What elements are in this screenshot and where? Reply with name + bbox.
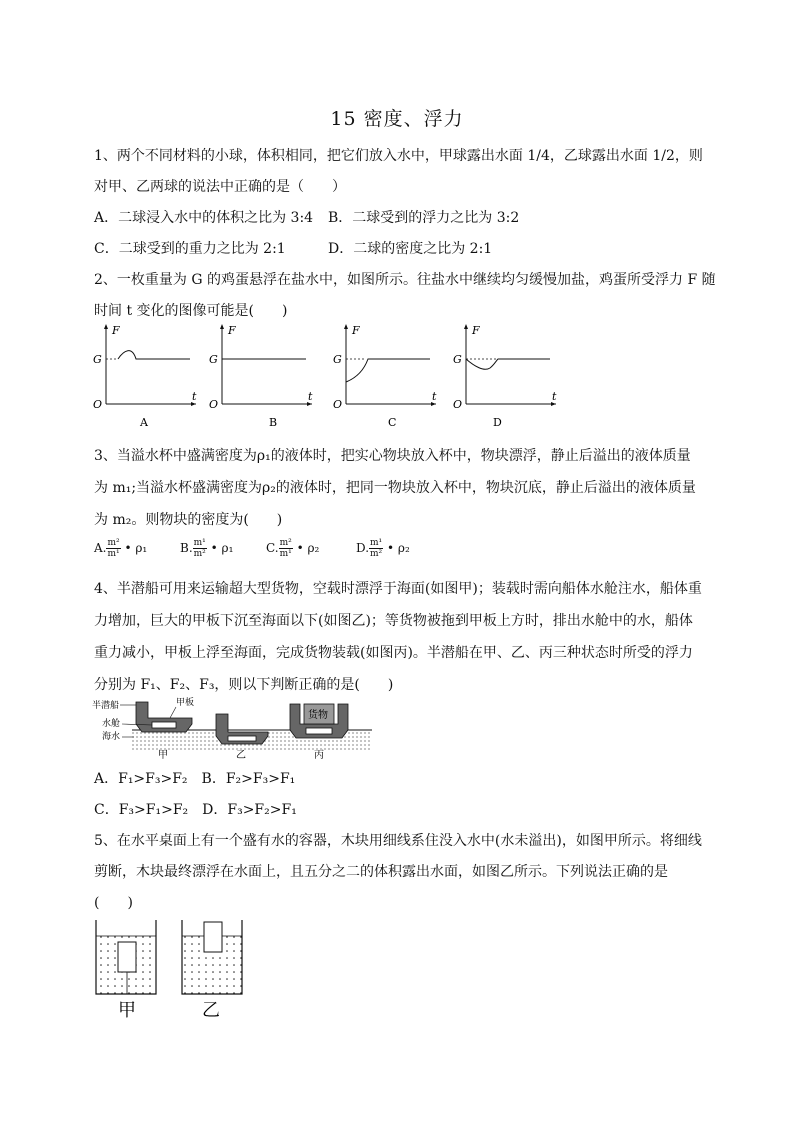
y-arrow-icon: [104, 324, 108, 329]
denominator: m²: [370, 549, 383, 559]
y-label: F: [228, 324, 236, 337]
option-letter: B.: [180, 541, 193, 555]
level-label: G: [453, 353, 462, 366]
origin-label: O: [209, 398, 219, 411]
q5-line2: 剪断，木块最终漂浮在水面上，且五分之二的体积露出水面，如图乙所示。下列说法正确的是: [94, 864, 668, 880]
numerator: m²: [107, 538, 120, 548]
q4-line1: 4、半潜船可用来运输超大型货物，空载时漂浮于海面(如图甲)；装载时需向船体水舱注水，船体重: [94, 581, 702, 597]
ship-label: 半潜船: [92, 701, 120, 711]
fraction: [369, 538, 383, 559]
numerator: m¹: [193, 538, 206, 548]
y-arrow-icon: [464, 324, 468, 329]
q4-line3: 重力减小，甲板上浮至海面，完成货物装载(如图丙)。半潜船在甲、乙、丙三种状态时所受的浮力: [94, 645, 693, 661]
graph-b: [206, 320, 316, 430]
q3-option-a: [94, 538, 180, 559]
option-rest: • ρ₁: [210, 541, 234, 555]
q5-line3: ( ): [94, 895, 133, 911]
wood-block-yi: [204, 922, 222, 952]
wood-block-jia: [118, 942, 136, 972]
fraction: [106, 538, 120, 559]
q3-line2: 为 m₁;当溢水杯盛满密度为ρ₂的液体时，把同一物块放入杯中，物块沉底，静止后溢出的液体质量: [94, 480, 696, 496]
q4-options-ab: A．F₁>F₃>F₂ B．F₂>F₃>F₁: [94, 771, 296, 787]
option-rest: • ρ₁: [124, 541, 148, 555]
q3-option-b: [180, 538, 266, 559]
ballast-tank: [306, 728, 332, 734]
numerator: m¹: [370, 538, 383, 548]
fraction: [279, 538, 293, 559]
q4-options-cd: C．F₃>F₁>F₂ D．F₃>F₂>F₁: [94, 802, 297, 818]
graph-caption: A: [140, 416, 148, 429]
q3-line1: 3、当溢水杯中盛满密度为ρ₁的液体时，把实心物块放入杯中，物块漂浮，静止后溢出的液体质量: [94, 448, 691, 464]
force-curve: [118, 351, 190, 359]
q3-option-c: [266, 538, 356, 559]
level-label: G: [93, 353, 102, 366]
deck-label: 甲板: [176, 698, 195, 708]
option-rest: • ρ₂: [296, 541, 320, 555]
q2-line1: 2、一枚重量为 G 的鸡蛋悬浮在盐水中，如图所示。往盐水中继续均匀缓慢加盐，鸡蛋所受浮力 F 随: [94, 272, 716, 288]
y-label: F: [472, 324, 480, 337]
graph-caption: D: [493, 416, 502, 429]
option-letter: D.: [356, 541, 370, 555]
level-label: G: [209, 353, 218, 366]
y-arrow-icon: [220, 324, 224, 329]
fraction: [193, 538, 207, 559]
graph-c: [330, 320, 440, 430]
ship-figure: [92, 696, 378, 760]
denominator: m¹: [279, 549, 292, 559]
tank-label: 水舱: [102, 719, 121, 729]
q4-line2: 力增加，巨大的甲板下沉至海面以下(如图乙)；等货物被拖到甲板上方时，排出水舱中的水，船体: [94, 613, 693, 629]
graph-caption: C: [388, 416, 397, 429]
graph-d: [450, 320, 560, 430]
q1-line2: 对甲、乙两球的说法中正确的是（ ）: [94, 179, 346, 195]
q3-option-d: [356, 538, 446, 559]
q4-line4: 分别为 F₁、F₂、F₃，则以下判断正确的是( ): [94, 677, 394, 693]
y-label: F: [112, 324, 120, 337]
q2-line2: 时间 t 变化的图像可能是( ): [94, 303, 288, 319]
numerator: m²: [279, 538, 292, 548]
q5-line1: 5、在水平桌面上有一个盛有水的容器，木块用细线系住没入水中(水未溢出)，如图甲所示。将细线: [94, 833, 702, 849]
q1-option-c: C．二球受到的重力之比为 2:1: [94, 241, 286, 257]
caption-yi: 乙: [202, 1000, 220, 1021]
q1-option-a: A．二球浸入水中的体积之比为 3:4: [94, 210, 314, 226]
option-rest: • ρ₂: [387, 541, 410, 555]
caption-bing: 丙: [314, 750, 324, 760]
y-arrow-icon: [344, 324, 348, 329]
graph-caption: B: [269, 416, 278, 429]
origin-label: O: [333, 398, 343, 411]
graph-a: [90, 320, 200, 430]
x-label: t: [432, 390, 437, 403]
cargo-label: 货物: [308, 710, 328, 721]
force-curve: [466, 359, 550, 369]
y-label: F: [352, 324, 360, 337]
level-label: G: [333, 353, 342, 366]
force-curve: [346, 359, 430, 382]
caption-jia: 甲: [118, 1000, 136, 1021]
caption-yi: 乙: [236, 750, 246, 760]
option-letter: A.: [94, 541, 107, 555]
q1-option-b: B．二球受到的浮力之比为 3:2: [328, 210, 520, 226]
q3-line3: 为 m₂。则物块的密度为( ): [94, 512, 283, 528]
leader-line: [170, 707, 176, 718]
q1-option-d: D．二球的密度之比为 2:1: [328, 241, 493, 257]
caption-jia: 甲: [158, 750, 168, 760]
x-label: t: [308, 390, 313, 403]
option-letter: C.: [266, 541, 279, 555]
container-figure: [92, 914, 252, 1022]
q1-line1: 1、两个不同材料的小球，体积相同，把它们放入水中，甲球露出水面 1/4，乙球露出水面 1/2，则: [94, 148, 703, 164]
origin-label: O: [93, 398, 103, 411]
page-title: 15 密度、浮力: [330, 108, 464, 130]
x-label: t: [552, 390, 557, 403]
denominator: m²: [193, 549, 206, 559]
origin-label: O: [453, 398, 463, 411]
denominator: m¹: [107, 549, 120, 559]
ballast-tank: [228, 736, 256, 741]
x-label: t: [192, 390, 197, 403]
q3-options: [94, 538, 706, 559]
sea-label: 海水: [102, 732, 121, 742]
ballast-tank: [152, 722, 176, 728]
